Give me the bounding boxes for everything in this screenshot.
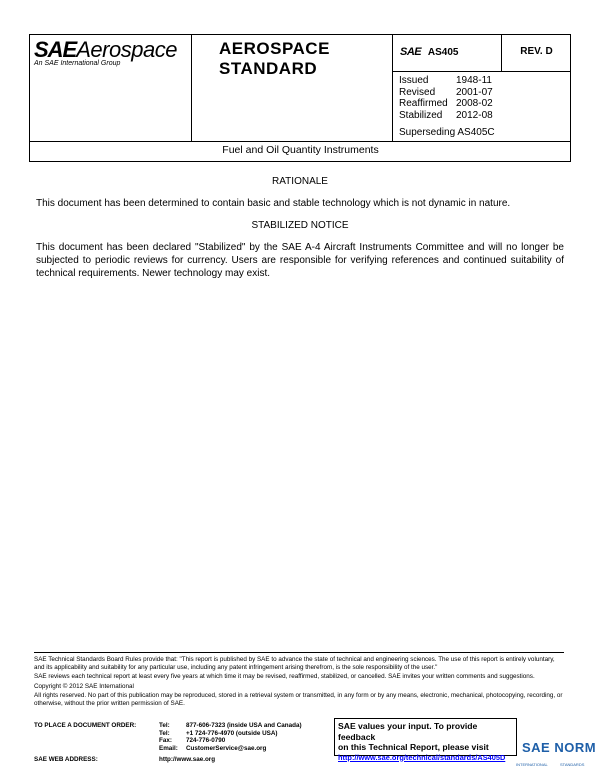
contact-label: Fax: (159, 737, 172, 745)
sae-norm-watermark: SAE NORM (522, 740, 597, 755)
contact-value: 877-606-7323 (inside USA and Canada) (186, 722, 302, 729)
date-label: Stabilized (399, 109, 443, 121)
contact-value: +1 724-776-4970 (outside USA) (186, 729, 278, 737)
footer-legal (34, 656, 564, 708)
footer-para-1: SAE Technical Standards Board Rules provide that: "This report is published by SAE to advance the state of technical and engineering sciences. The use of this report is entirely voluntary, and its applicability and suitability for any particular use, including any patent infringement arising therefrom, is the sole responsibility of the user." (34, 656, 555, 671)
contact-row (159, 722, 302, 730)
document-title: Fuel and Oil Quantity Instruments (222, 144, 379, 156)
date-label: Reaffirmed (399, 98, 448, 109)
feedback-link[interactable]: http://www.sae.org/technical/standards/AS405D (338, 752, 506, 762)
contact-label: Tel: (159, 729, 170, 737)
logo-sae-text: SAE (34, 37, 77, 62)
watermark-right-text: STANDARDS (560, 762, 585, 767)
date-value: 1948-11 (456, 75, 492, 86)
date-row (399, 98, 493, 110)
date-label: Revised (399, 86, 436, 98)
logo-aerospace-text: Aerospace (76, 37, 177, 62)
sae-mark-logo: SAE (400, 46, 422, 58)
date-label: Issued (399, 75, 429, 86)
date-row (399, 87, 493, 99)
revision: REV. D (520, 46, 553, 57)
date-row (399, 75, 493, 87)
footer-para-3: All rights reserved. No part of this publication may be reproduced, stored in a retrieval system or transmitted, in any form or by any means, electronic, mechanical, photocopying, recording, or otherwise, without the prior written permission of SAE. (34, 692, 563, 707)
watermark-left-text: INTERNATIONAL (516, 762, 548, 767)
web-address-link[interactable]: http://www.sae.org (159, 756, 216, 763)
contact-row (159, 730, 302, 738)
date-value: 2001-07 (456, 86, 493, 98)
superseding: Superseding AS405C (399, 127, 495, 138)
rationale-text: This document has been determined to contain basic and stable technology which is not dynamic in nature. (36, 198, 511, 209)
date-row (399, 110, 493, 122)
contact-value: CustomerService@sae.org (186, 744, 267, 752)
order-label: TO PLACE A DOCUMENT ORDER: (34, 722, 137, 729)
title-line-1: AEROSPACE (219, 39, 330, 58)
title-line-2: STANDARD (219, 59, 318, 78)
divider-docnum (392, 71, 571, 72)
doc-number: AS405 (427, 47, 459, 58)
document-type-title (219, 39, 330, 79)
stabilized-heading: STABILIZED NOTICE (251, 220, 349, 231)
contact-value: 724-776-0790 (186, 737, 226, 745)
contact-list (159, 722, 302, 752)
divider-title (392, 35, 393, 141)
divider-logo (191, 35, 192, 141)
date-value: 2012-08 (456, 109, 493, 121)
contact-label: Tel: (159, 722, 170, 729)
rationale-heading: RATIONALE (272, 176, 328, 187)
web-label: SAE WEB ADDRESS: (34, 756, 98, 763)
contact-row (159, 745, 302, 753)
header-box (29, 34, 571, 162)
divider-title-row (30, 141, 571, 142)
contact-row (159, 737, 302, 745)
dates-table (399, 75, 493, 121)
footer-copyright: Copyright © 2012 SAE International (34, 682, 134, 690)
stabilized-text: This document has been declared "Stabilized" by the SAE A-4 Aircraft Instruments Committee and will no longer be subjected to periodic reviews for currency. Users are responsible for verifying references and continued suitability of technical requirements. Newer technology may exist. (36, 242, 564, 279)
contact-label: Email: (159, 744, 178, 752)
doc-number-cell (400, 46, 458, 58)
feedback-line-2: on this Technical Report, please visit (338, 742, 489, 752)
logo-subtitle: An SAE International Group (34, 60, 121, 67)
footer-rule (34, 652, 564, 653)
feedback-line-1: SAE values your input. To provide feedback (338, 721, 478, 742)
footer-para-2: SAE reviews each technical report at least every five years at which time it may be revised, reaffirmed, stabilized, or cancelled. SAE invites your written comments and suggestions. (34, 673, 535, 681)
feedback-box (334, 718, 517, 762)
date-value: 2008-02 (456, 98, 493, 109)
